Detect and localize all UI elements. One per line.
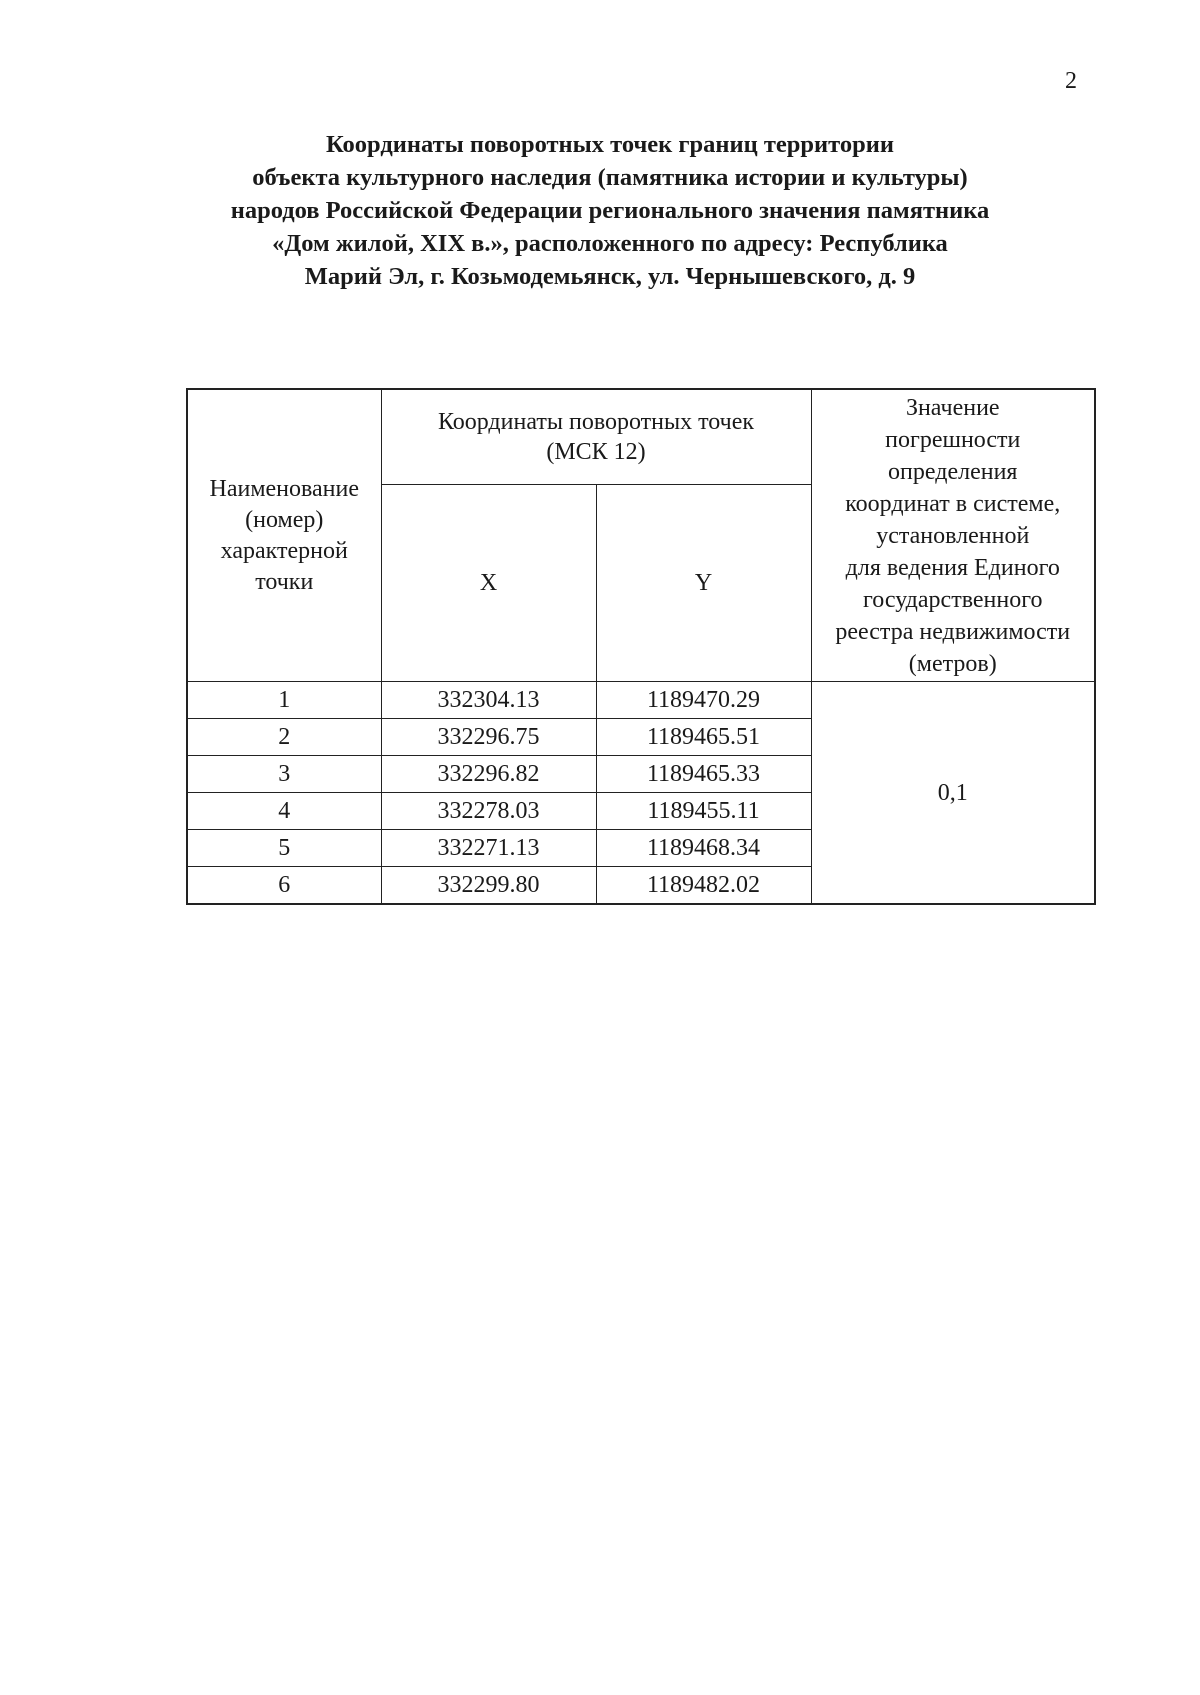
title-line: Координаты поворотных точек границ территории xyxy=(326,131,894,158)
header-accuracy: Значение погрешности определения координат в системе, установленной для ведения Единого государственного реестра недвижимости (метров) xyxy=(811,389,1095,682)
title-line: народов Российской Федерации регионального значения памятника xyxy=(230,197,990,224)
cell-point: 5 xyxy=(187,830,381,867)
cell-x: 332278.03 xyxy=(381,793,596,830)
table-row xyxy=(187,682,1095,719)
cell-y: 1189465.33 xyxy=(596,756,811,793)
cell-y: 1189470.29 xyxy=(596,682,811,719)
cell-y: 1189482.02 xyxy=(596,867,811,905)
title-line: объекта культурного наследия (памятника истории и культуры) xyxy=(252,164,968,191)
cell-point: 2 xyxy=(187,719,381,756)
cell-y: 1189468.34 xyxy=(596,830,811,867)
title-line: Марий Эл, г. Козьмодемьянск, ул. Чернышевского, д. 9 xyxy=(304,263,916,290)
cell-point: 4 xyxy=(187,793,381,830)
document-title xyxy=(150,128,1070,293)
cell-x: 332299.80 xyxy=(381,867,596,905)
header-point-name: Наименование (номер) характерной точки xyxy=(187,389,381,682)
cell-x: 332296.75 xyxy=(381,719,596,756)
cell-y: 1189465.51 xyxy=(596,719,811,756)
cell-point: 6 xyxy=(187,867,381,905)
cell-x: 332304.13 xyxy=(381,682,596,719)
cell-point: 3 xyxy=(187,756,381,793)
header-coordinates: Координаты поворотных точек (МСК 12) xyxy=(381,389,811,485)
cell-point: 1 xyxy=(187,682,381,719)
title-line: «Дом жилой, XIX в.», расположенного по адресу: Республика xyxy=(272,230,948,257)
cell-x: 332296.82 xyxy=(381,756,596,793)
cell-x: 332271.13 xyxy=(381,830,596,867)
cell-accuracy-value: 0,1 xyxy=(811,682,1095,905)
cell-y: 1189455.11 xyxy=(596,793,811,830)
header-y: Y xyxy=(596,485,811,682)
coordinates-table xyxy=(186,388,1096,905)
page-number: 2 xyxy=(1065,68,1077,94)
header-x: X xyxy=(381,485,596,682)
